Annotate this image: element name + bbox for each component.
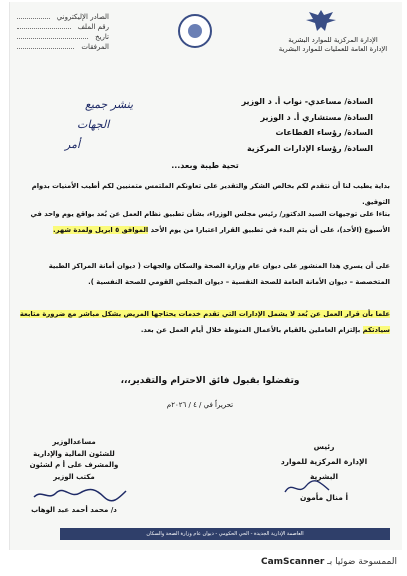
paragraph-intro: بداية يطيب لنا أن نتقدم لكم بخالص الشكر والتقدير على تعاونكم الملتمس متمنيين لكم أطيب الأمنيات بدوام التوفيق. (31, 182, 390, 206)
ref-row: الصادر الإليكتروني (17, 12, 109, 22)
ref-row: تاريخ (17, 32, 109, 42)
highlighted-date: الموافق ٥ ابريل ولمدة شهر. (53, 226, 149, 234)
center-logo (178, 14, 212, 48)
greeting: تحية طيبة وبعد... (171, 161, 239, 170)
eagle-emblem-icon (303, 8, 339, 34)
paragraph-scope: على أن يسري هذا المنشور على ديوان عام وزارة الصحة والسكان والجهات ( ديوان أمانة المراكز الطبية المتخصصة – ديوان الأمانة العامة للصحة النفسية – ديوان المجلس القومي للصحة النفسية ). (48, 262, 390, 286)
date-line: تحريراً في / ٤ / ٢٠٢٦م (166, 401, 234, 409)
signature-scribble (282, 478, 332, 498)
signature-block-left: مساعدالوزير للشئون المالية والإدارية والمشرف على أ م لشئون مكتب الوزير د/ محمد أحمد عبد الوهاب (29, 438, 119, 514)
recipients-list (242, 94, 373, 156)
handwritten-line: أمر (65, 138, 81, 151)
recipient: السادة/ مستشاري أ. د الوزير (260, 112, 373, 122)
reference-box (17, 12, 109, 62)
footer-address: العاصمة الإدارية الجديدة - الحي الحكومي - ديوان عام وزارة الصحة والسكان (60, 528, 390, 540)
closing-line: وتفضلوا بقبول فائق الاحترام والتقدير،،، (120, 376, 300, 386)
recipient: السادة/ مساعدي- نواب أ. د الوزير (241, 97, 373, 106)
camscanner-brand: CamScanner (260, 557, 325, 567)
handwritten-line: الجهات (77, 118, 110, 131)
org-title: الإدارة المركزية للموارد البشرية الإدارة العامة للعمليات للموارد البشرية (278, 36, 388, 53)
paragraph-exception: علما بأن قرار العمل عن بُعد لا يشمل الإدارات التي تقدم خدمات يحتاجها المريض بشكل مباشر مع ضرورة متابعة سيادتكم بإلتزام العاملين بالقيام بالأعمال المنوطة خلال أيام العمل عن بعد. (19, 310, 390, 334)
ref-row: رقم الملف (17, 22, 109, 32)
scanner-watermark: الممسوحة ضوئيا بـ CamScanner (260, 557, 397, 567)
paragraph-decision: بناءا على توجيهات السيد الدكتور/ رئيس مجلس الوزراء، بشأن تطبيق نظام العمل عن بُعد بواقع يوم واحد في الأسبوع (الأحد)، على أن يتم البدء في تطبيق القرار اعتبارا من يوم الأحد الموافق ٥ ابريل ولمدة شهر. (30, 210, 390, 234)
ref-row: المرفقات (17, 42, 109, 52)
recipient: السادة/ رؤساء القطاعات (275, 128, 373, 137)
signature-block-right: رئيس الإدارة المركزية للموارد البشرية أ منال مأمون (280, 442, 368, 502)
recipient: السادة/ رؤساء الإدارات المركزية (246, 143, 373, 153)
handwritten-note (25, 94, 134, 158)
signature-scribble (30, 487, 130, 503)
handwritten-line: ينشر جميع (85, 98, 134, 111)
